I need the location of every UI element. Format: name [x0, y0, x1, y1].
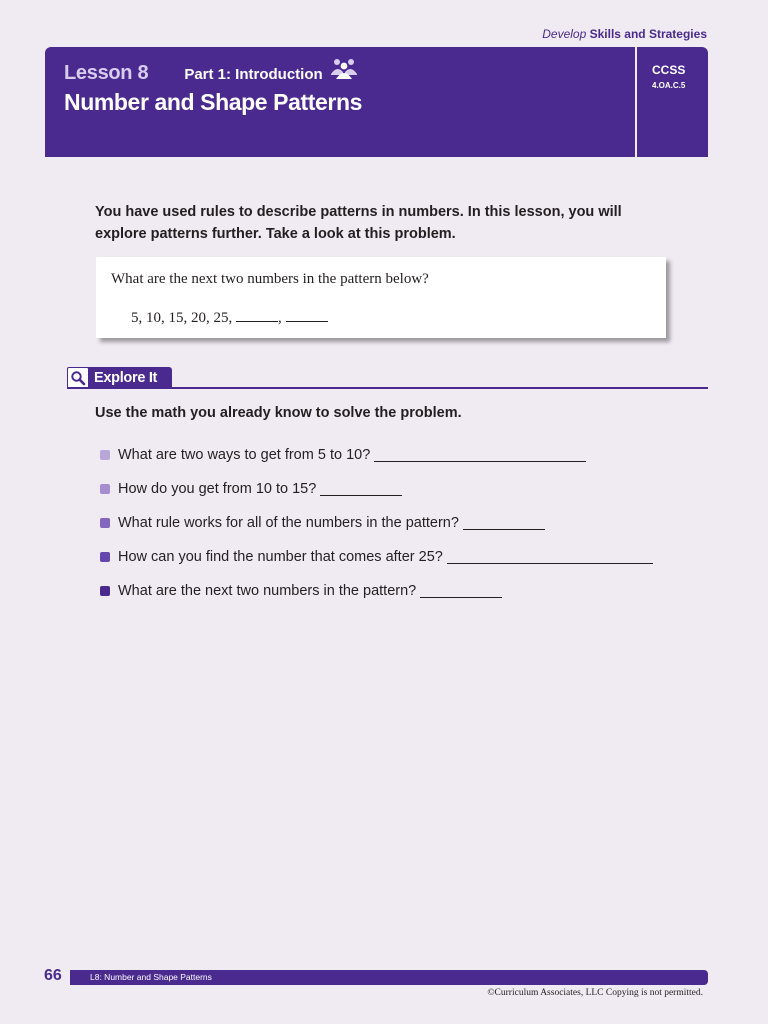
copyright-notice: ©Curriculum Associates, LLC Copying is not permitted.	[487, 988, 703, 998]
ccss-label: CCSS	[652, 63, 686, 77]
question-item	[100, 574, 653, 608]
answer-line[interactable]	[320, 482, 402, 496]
question-text: What are two ways to get from 5 to 10?	[118, 447, 371, 463]
answer-line[interactable]	[447, 550, 653, 564]
question-item	[100, 438, 653, 472]
question-item	[100, 472, 653, 506]
sequence-values: 5, 10, 15, 20, 25,	[131, 310, 233, 326]
question-item	[100, 540, 653, 574]
lesson-header	[45, 47, 708, 157]
section-tag-prefix: Develop	[542, 27, 587, 41]
explore-instruction: Use the math you already know to solve the problem.	[95, 405, 462, 421]
question-text: How can you find the number that comes after 25?	[118, 549, 443, 565]
explore-it-tab	[67, 367, 172, 389]
explore-divider	[67, 387, 708, 389]
header-divider	[635, 47, 637, 157]
part-label: Part 1: Introduction	[184, 66, 323, 83]
bullet-icon	[100, 552, 110, 562]
intro-paragraph: You have used rules to describe patterns in numbers. In this lesson, you will explore patterns further. Take a look at this problem.	[95, 204, 622, 242]
lesson-row	[64, 57, 359, 85]
bullet-icon	[100, 450, 110, 460]
sequence-separator: ,	[278, 310, 282, 326]
problem-sequence	[131, 310, 328, 327]
question-text: What rule works for all of the numbers in the pattern?	[118, 515, 459, 531]
problem-box	[96, 257, 666, 338]
answer-blank-1[interactable]	[236, 310, 278, 322]
bullet-icon	[100, 484, 110, 494]
answer-line[interactable]	[420, 584, 502, 598]
bullet-icon	[100, 518, 110, 528]
problem-question: What are the next two numbers in the pattern below?	[111, 271, 429, 287]
lesson-title: Number and Shape Patterns	[64, 89, 363, 115]
footer-bar	[70, 970, 708, 985]
explore-it-label: Explore It	[94, 370, 158, 386]
answer-line[interactable]	[374, 448, 586, 462]
magnifier-icon	[67, 367, 89, 389]
question-item	[100, 506, 653, 540]
lesson-number: Lesson 8	[64, 62, 149, 84]
section-tag	[542, 27, 707, 41]
question-list	[100, 438, 653, 608]
page-number: 66	[44, 967, 62, 984]
footer-lesson-label: L8: Number and Shape Patterns	[90, 972, 212, 982]
answer-line[interactable]	[463, 516, 545, 530]
group-people-icon	[329, 57, 359, 84]
ccss-code: 4.OA.C.5	[652, 81, 686, 90]
bullet-icon	[100, 586, 110, 596]
question-text: How do you get from 10 to 15?	[118, 481, 317, 497]
answer-blank-2[interactable]	[286, 310, 328, 322]
question-text: What are the next two numbers in the pattern?	[118, 583, 417, 599]
section-tag-suffix: Skills and Strategies	[589, 27, 707, 41]
